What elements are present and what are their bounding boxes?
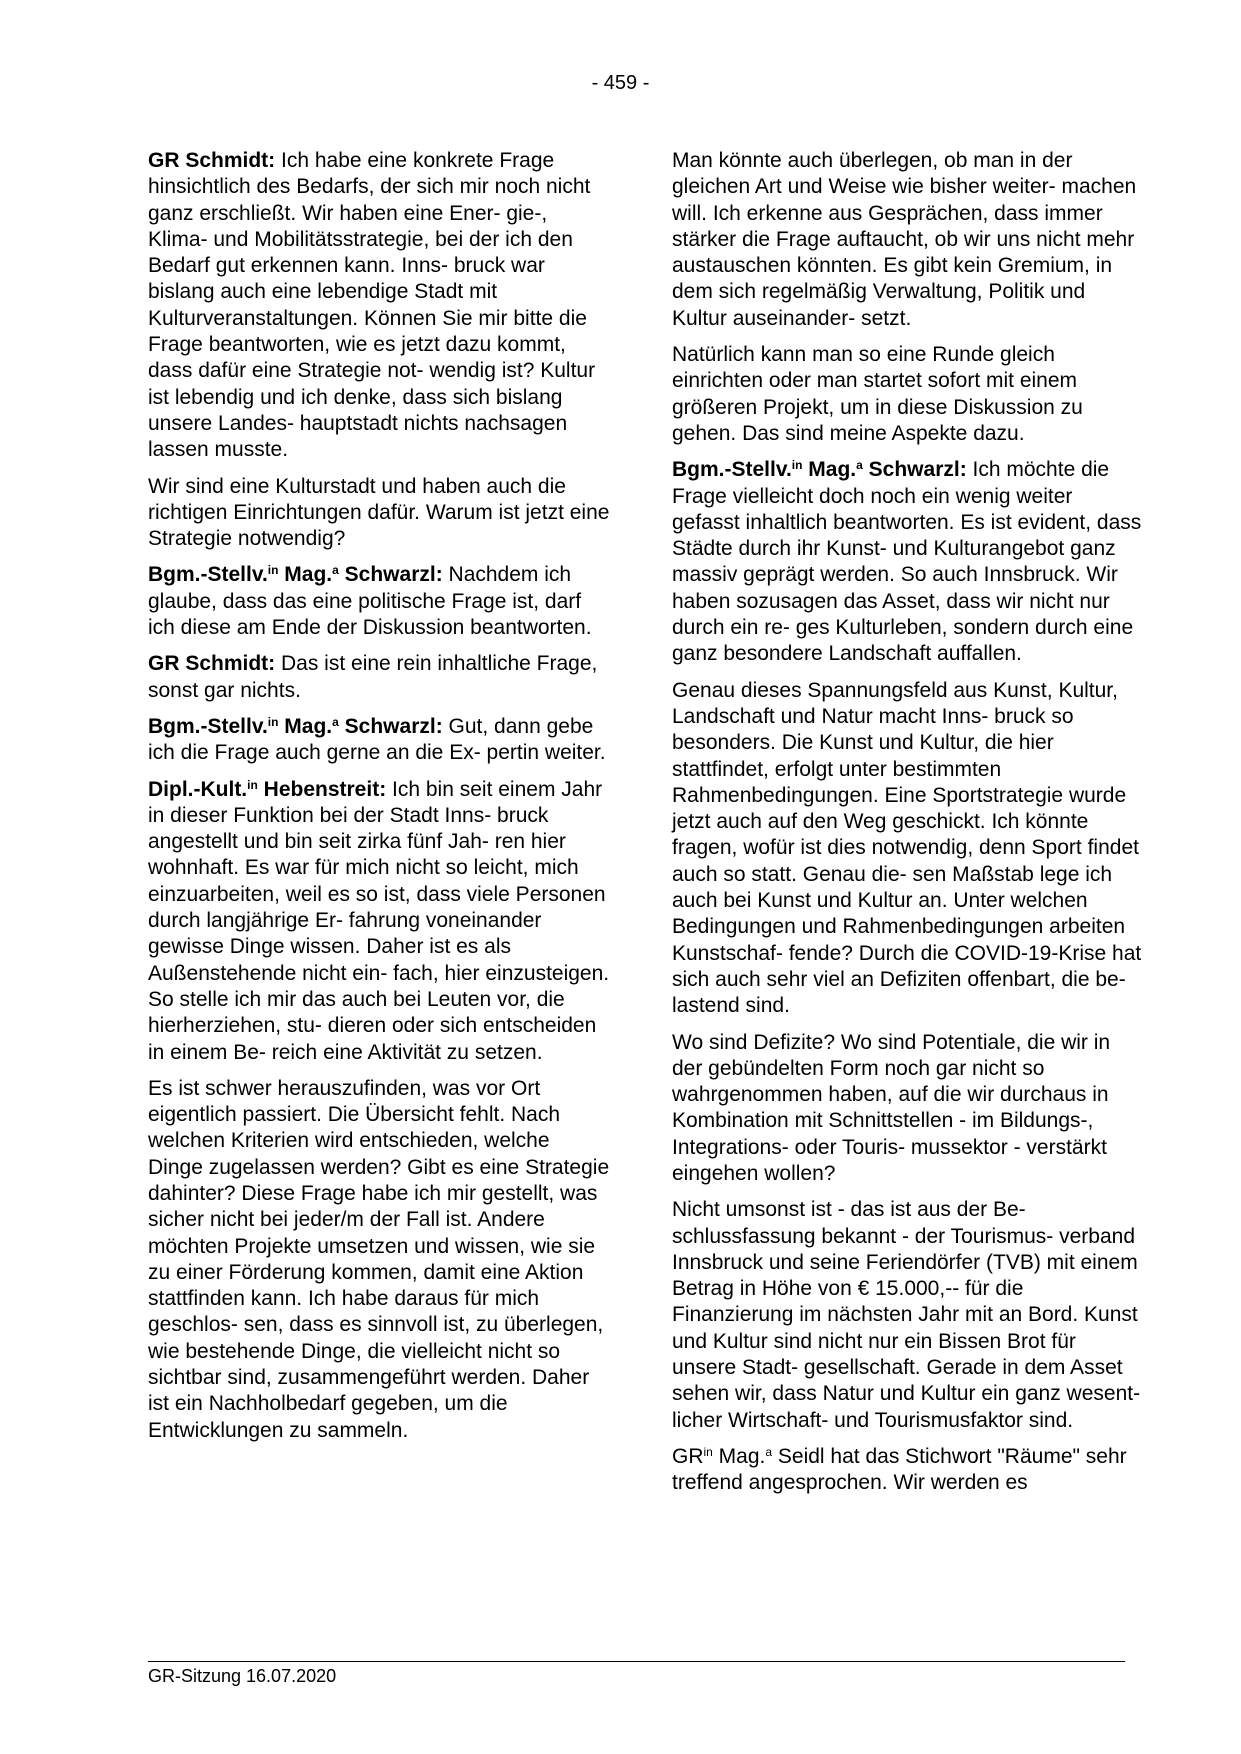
paragraph-text: Nachdem ich glaube, dass das eine politische Frage ist, darf ich diese am Ende der Diskussion beantworten. (148, 563, 592, 640)
paragraph (148, 777, 610, 1066)
footer-session-date: GR-Sitzung 16.07.2020 (148, 1666, 337, 1686)
paragraph (672, 678, 1142, 1020)
paragraph-text: Ich bin seit einem Jahr in dieser Funktion bei der Stadt Inns- bruck angestellt und bin seit zirka fünf Jah- ren hier wohnhaft. Es war für mich nicht so leicht, mich einzuarbeiten, weil es so ist, dass viele Personen durch langjährige Er- fahrung voneinander gewisse Dinge wissen. Daher ist es als Außenstehende nicht ein- fach, hier einzusteigen. So stelle ich mir das auch bei Leuten vor, die hierherziehen, stu- dieren oder sich entscheiden in einem Be- reich eine Aktivität zu setzen. (148, 777, 610, 1064)
paragraph (672, 148, 1142, 332)
paragraph (148, 562, 610, 641)
speaker-name: Dipl.-Kult.$^{in}$ Hebenstreit: (148, 777, 387, 801)
paragraph-text: Ich habe eine konkrete Frage hinsichtlich des Bedarfs, der sich mir noch nicht ganz erschließt. Wir haben eine Ener- gie-, Klima- und Mobilitätsstrategie, bei der ich den Bedarf gut erkennen kann. Inns- bruck war bislang auch eine lebendige Stadt mit Kulturveranstaltungen. Können Sie mir bitte die Frage beantworten, wie es jetzt dazu kommt, dass dafür eine Strategie not- wendig ist? Kultur ist lebendig und ich denke, dass sich bislang unsere Landes- hauptstadt nichts nachsagen lassen musste. (148, 149, 596, 462)
paragraph-text: Gut, dann gebe ich die Frage auch gerne an die Ex- pertin weiter. (148, 714, 606, 765)
paragraph-text: Das ist eine rein inhaltliche Frage, sonst gar nichts. (148, 652, 598, 702)
page-number: - 459 - (591, 72, 650, 94)
paragraph (148, 714, 610, 767)
paragraph-text: Ich möchte die Frage vielleicht doch noch ein wenig weiter gefasst inhaltlich beantworten. Es ist evident, dass Städte durch ihr Kunst- und Kulturangebot ganz massiv geprägt werden. So auch Innsbruck. Wir haben sozusagen das Asset, dass wir nicht nur durch ein re- ges Kulturleben, sondern durch eine ganz besondere Landschaft auffallen. (672, 458, 1142, 666)
paragraph-text: Natürlich kann man so eine Runde gleich einrichten oder man startet sofort mit einem größeren Projekt, um in diese Diskussion zu gehen. Das sind meine Aspekte dazu. (672, 343, 1083, 445)
paragraph-text: Es ist schwer herauszufinden, was vor Ort eigentlich passiert. Die Übersicht fehlt. Nach welchen Kriterien wird entschieden, welche Dinge zugelassen werden? Gibt es eine Strategie dahinter? Diese Frage habe ich mir gestellt, was sicher nicht bei jeder/m der Fall ist. Andere möchten Projekte umsetzen und wissen, wie sie zu einer Förderung kommen, damit eine Aktion stattfinden kann. Ich habe daraus für mich geschlos- sen, dass es sinnvoll ist, zu überlegen, wie bestehende Dinge, die vielleicht nicht so sichtbar sind, zusammengeführt werden. Daher ist ein Nachholbedarf gegeben, um die Entwicklungen zu sammeln. (148, 1076, 610, 1442)
speaker-name: Bgm.-Stellv.$^{in}$ Mag.$^a$ Schwarzl: (148, 714, 443, 738)
speaker-name: Bgm.-Stellv.$^{in}$ Mag.$^a$ Schwarzl: (148, 563, 443, 587)
paragraph (148, 148, 610, 464)
paragraph-text: Nicht umsonst ist - das ist aus der Be- schlussfassung bekannt - der Tourismus- verband Innsbruck und seine Feriendörfer (TVB) mit einem Betrag in Höhe von € 15.000,-- für die Finanzierung im nächsten Jahr mit an Bord. Kunst und Kultur sind nicht nur ein Bissen Brot für unsere Stadt- gesellschaft. Gerade in dem Asset sehen wir, dass Natur und Kultur ein ganz wesent- licher Wirtschaft- und Tourismusfaktor sind. (672, 1198, 1141, 1432)
left-column (148, 148, 610, 1454)
paragraph-text: Wo sind Defizite? Wo sind Potentiale, die wir in der gebündelten Form noch gar nicht so wahrgenommen haben, auf die wir durchaus in Kombination mit Schnittstellen - im Bildungs-, Integrations- oder Touris- mussektor - verstärkt eingehen wollen? (672, 1030, 1111, 1185)
paragraph (148, 474, 610, 553)
paragraph-text: Seidl hat das Stichwort "Räume" sehr treffend angesprochen. Wir werden es (672, 1444, 1127, 1495)
person-reference: $GR^{in}$ Mag.$^a$ (672, 1444, 773, 1468)
speaker-name: Bgm.-Stellv.$^{in}$ Mag.$^a$ Schwarzl: (672, 458, 967, 482)
speaker-name: GR Schmidt: (148, 149, 276, 172)
paragraph (672, 1030, 1142, 1188)
paragraph-text: Genau dieses Spannungsfeld aus Kunst, Kultur, Landschaft und Natur macht Inns- bruck so besonders. Die Kunst und Kultur, die hier stattfindet, erfolgt unter bestimmten Rahmenbedingungen. Eine Sportstrategie wurde jetzt auch auf den Weg geschickt. Ich könnte fragen, wofür ist dies notwendig, denn Sport findet auch so statt. Genau die- sen Maßstab lege ich auch bei Kunst und Kultur an. Unter welchen Bedingungen und Rahmenbedingungen arbeiten Kunstschaf- fende? Durch die COVID-19-Krise hat sich auch sehr viel an Defiziten offenbart, die be- lastend sind. (672, 678, 1142, 1018)
speaker-name: GR Schmidt: (148, 652, 276, 676)
paragraph (672, 457, 1142, 667)
paragraph (672, 342, 1142, 447)
footer-divider (148, 1661, 1125, 1662)
paragraph (672, 1444, 1142, 1497)
paragraph-text: Wir sind eine Kulturstadt und haben auch die richtigen Einrichtungen dafür. Warum ist jetzt eine Strategie notwendig? (148, 474, 610, 551)
paragraph-text: Man könnte auch überlegen, ob man in der gleichen Art und Weise wie bisher weiter- machen will. Ich erkenne aus Gesprächen, dass immer stärker die Frage auftaucht, ob wir uns nicht mehr austauschen könnten. Es gibt kein Gremium, in dem sich regelmäßig Verwaltung, Politik und Kultur auseinander- setzt. (672, 149, 1137, 330)
paragraph (148, 651, 610, 704)
paragraph (148, 1076, 610, 1444)
right-column (672, 148, 1142, 1507)
paragraph (672, 1197, 1142, 1434)
